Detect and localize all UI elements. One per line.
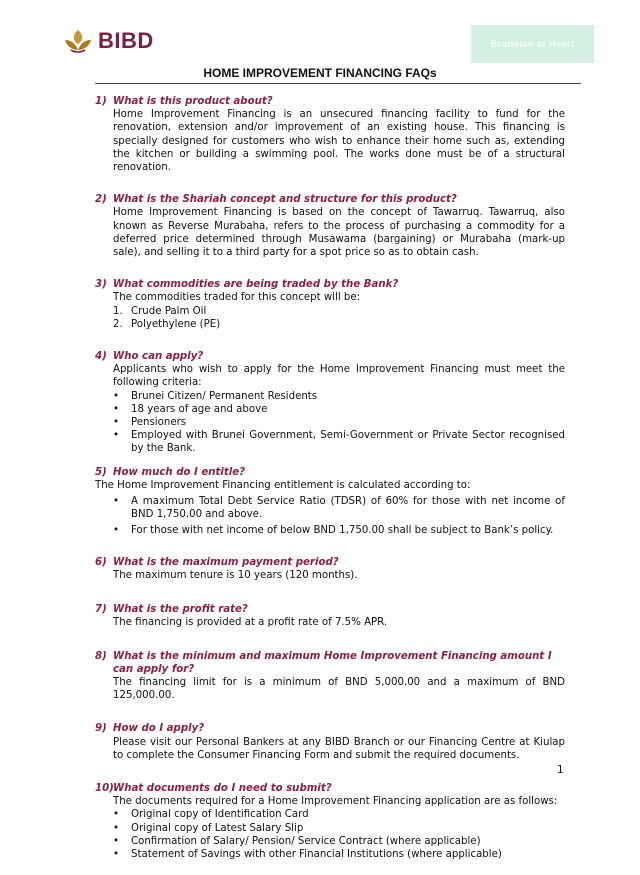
bullet-icon: • — [113, 525, 120, 537]
faq-answer: The financing limit for is a minimum of BND 5,000.00 and a maximum of BND 125,000.00. — [113, 676, 565, 702]
list-item — [113, 318, 565, 331]
faq-question-text: What is this product about? — [113, 96, 273, 107]
list-marker: 1. — [113, 305, 123, 317]
bullet-icon: • — [113, 848, 120, 860]
faq-question — [95, 556, 565, 569]
bullet-icon: • — [113, 390, 120, 402]
logo-text: BIBD — [98, 28, 154, 53]
faq-question — [95, 350, 565, 363]
faq-question-text: What is the maximum payment period? — [113, 556, 339, 568]
faq-number: 6) — [95, 556, 107, 568]
list-item-text: A maximum Total Debt Service Ratio (TDSR) of 60% for those with net income of BND 1,750.00 and above. — [131, 496, 565, 521]
faq-answer: The maximum tenure is 10 years (120 months). — [113, 569, 358, 581]
faq-answer: Home Improvement Financing is an unsecured financing facility to fund for the renovation, extension and/or improvement of an existing house. This financing is specially designed for customers who wish to enhance their home such as, extending the kitchen or building a swimming pool. The works done must be of a structural renovation. — [113, 109, 565, 174]
bullet-icon: • — [113, 809, 120, 821]
faq-question-text: What documents do I need to submit? — [113, 782, 332, 794]
documents-list — [95, 808, 565, 861]
faq-question-text: What is the minimum and maximum Home Improvement Financing amount I can apply for? — [113, 650, 552, 675]
faq-item-10 — [95, 782, 565, 861]
list-item-text: Confirmation of Salary/ Pension/ Service Contract (where applicable) — [131, 835, 481, 847]
title-divider — [95, 83, 581, 84]
faq-question — [95, 650, 565, 676]
bullet-icon: • — [113, 835, 120, 847]
list-item-text: Crude Palm Oil — [131, 305, 207, 317]
list-item — [113, 495, 565, 521]
list-item-text: Employed with Brunei Government, Semi-Government or Private Sector recognised by the Bank. — [131, 430, 565, 455]
list-marker: 2. — [113, 318, 123, 330]
faq-item-1 — [95, 95, 565, 174]
tagline-text: Bruneian at Heart — [490, 38, 575, 50]
faq-item-3 — [95, 278, 565, 331]
faq-question — [95, 278, 565, 291]
list-item — [113, 524, 565, 537]
faq-number: 9) — [95, 723, 107, 735]
list-item-text: Original copy of Identification Card — [131, 809, 309, 821]
faq-answer: The Home Improvement Financing entitlement is calculated according to: — [95, 479, 471, 491]
list-item-text: Brunei Citizen/ Permanent Residents — [131, 390, 318, 402]
faq-number: 1) — [95, 96, 107, 107]
bullet-icon: • — [113, 417, 120, 429]
list-item-text: Polyethylene (PE) — [131, 318, 221, 330]
faq-item-5 — [95, 466, 565, 538]
faq-number: 3) — [95, 279, 107, 291]
faq-item-8 — [95, 650, 565, 703]
faq-question — [95, 95, 565, 108]
faq-content — [95, 95, 565, 875]
faq-item-6 — [95, 556, 565, 582]
faq-number: 8) — [95, 650, 107, 662]
list-item — [113, 429, 565, 455]
faq-question — [95, 193, 565, 206]
list-item — [113, 416, 565, 429]
faq-question-text: How do I apply? — [113, 723, 205, 735]
list-item-text: Statement of Savings with other Financial Institutions (where applicable) — [131, 848, 502, 860]
faq-number: 2) — [95, 194, 107, 206]
faq-question-text: What commodities are being traded by the Bank? — [113, 279, 399, 291]
faq-item-2 — [95, 193, 565, 259]
list-item — [113, 390, 565, 403]
faq-item-4 — [95, 350, 565, 456]
list-item — [113, 822, 565, 835]
faq-question — [95, 603, 565, 616]
page-title: HOME IMPROVEMENT FINANCING FAQs — [203, 66, 437, 80]
tagline-banner — [471, 25, 594, 63]
faq-number: 7) — [95, 604, 107, 616]
faq-answer: Applicants who wish to apply for the Home Improvement Financing must meet the following criteria: — [113, 364, 565, 389]
faq-question — [95, 782, 565, 795]
faq-question-text: What is the Shariah concept and structure for this product? — [113, 194, 457, 206]
faq-answer: The documents required for a Home Improvement Financing application are as follows: — [113, 796, 558, 808]
bullet-icon: • — [113, 430, 120, 442]
faq-answer: Home Improvement Financing is based on the concept of Tawarruq. Tawarruq, also known as Reverse Murabaha, refers to the process of purchasing a commodity for a deferred price determined through Musawama (bargaining) or Murabaha (mark-up sale), and selling it to a third party for a spot price so as to obtain cash. — [113, 207, 565, 259]
bullet-icon: • — [113, 403, 120, 415]
faq-answer: The financing is provided at a profit rate of 7.5% APR. — [113, 617, 388, 629]
criteria-list — [95, 390, 565, 456]
faq-number: 5) — [95, 466, 107, 478]
faq-item-7 — [95, 603, 565, 629]
commodity-list — [95, 305, 565, 331]
bullet-icon: • — [113, 496, 120, 508]
bullet-icon: • — [113, 822, 120, 834]
bibd-emblem-icon — [63, 28, 93, 54]
faq-item-9 — [95, 722, 565, 762]
list-item-text: 18 years of age and above — [131, 403, 268, 415]
bibd-logo — [63, 28, 154, 54]
page-number: 1 — [557, 764, 564, 776]
list-item-text: Pensioners — [131, 417, 187, 429]
faq-answer: The commodities traded for this concept will be: — [113, 292, 361, 304]
faq-question — [95, 466, 565, 479]
list-item-text: For those with net income of below BND 1,750.00 shall be subject to Bank’s policy. — [131, 525, 554, 537]
entitlement-list — [95, 495, 565, 538]
faq-question-text: Who can apply? — [113, 351, 204, 363]
list-item — [113, 403, 565, 416]
faq-number: 4) — [95, 351, 107, 363]
list-item — [113, 848, 565, 861]
faq-answer: Please visit our Personal Bankers at any BIBD Branch or our Financing Centre at Kiulap to complete the Consumer Financing Form and submit the required documents. — [113, 736, 565, 761]
faq-question-text: How much do I entitle? — [113, 466, 246, 478]
faq-question-text: What is the profit rate? — [113, 604, 248, 616]
faq-number: 10) — [95, 782, 114, 794]
list-item-text: Original copy of Latest Salary Slip — [131, 822, 304, 834]
list-item — [113, 808, 565, 821]
list-item — [113, 835, 565, 848]
list-item — [113, 305, 565, 318]
faq-question — [95, 722, 565, 735]
